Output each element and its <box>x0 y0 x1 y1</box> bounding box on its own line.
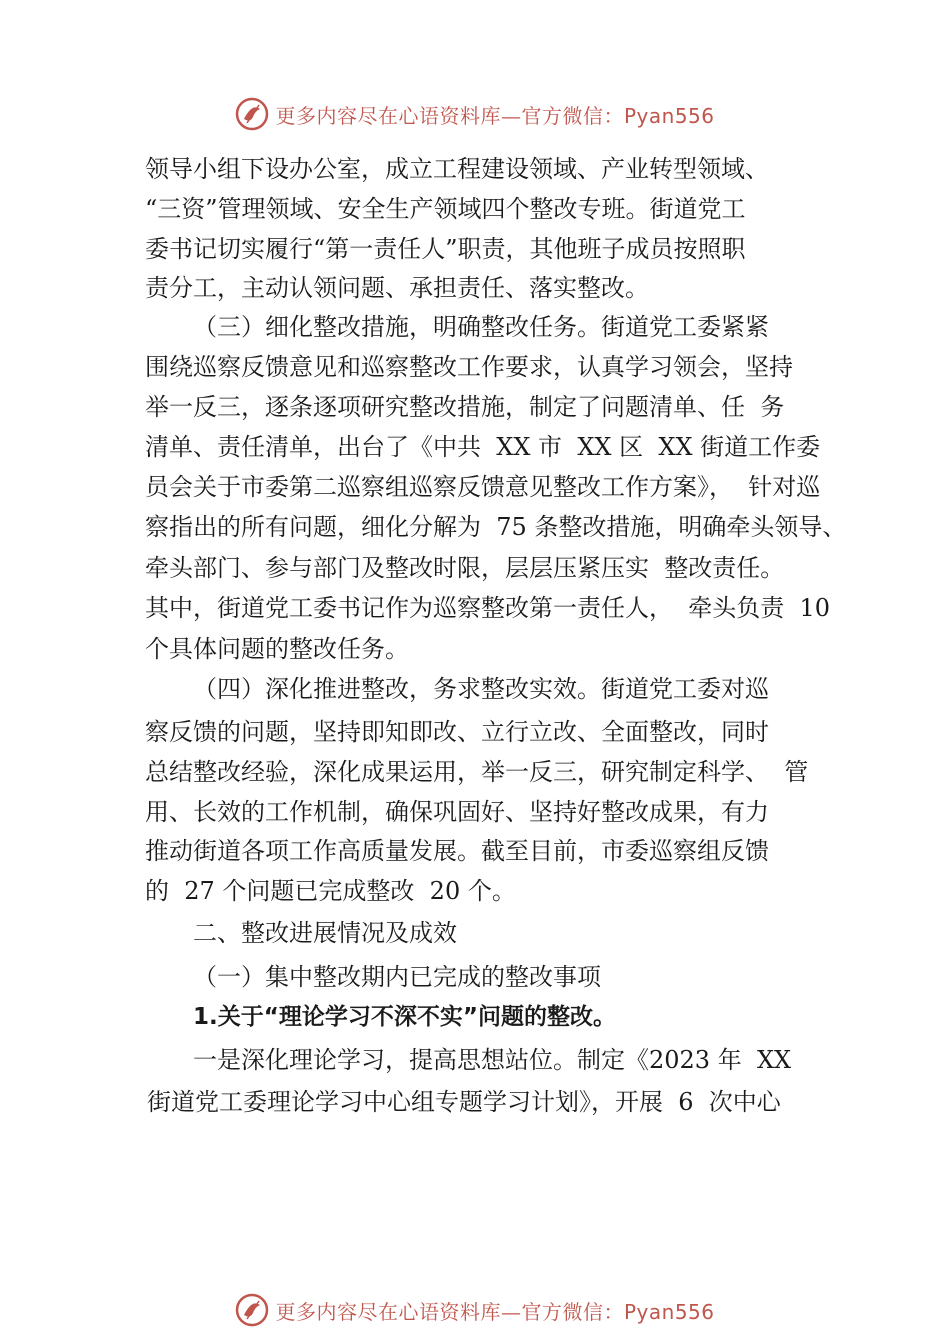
paragraph-line: （三）细化整改措施，明确整改任务。街道党工委紧紧 <box>193 313 769 341</box>
paragraph-line: “三资”管理领域、安全生产领域四个整改专班。街道党工 <box>145 195 746 223</box>
footer-watermark-banner <box>0 1290 950 1330</box>
brand-logo-icon <box>235 1293 269 1327</box>
paragraph-line: （四）深化推进整改，务求整改实效。街道党工委对巡 <box>193 675 769 703</box>
paragraph-line: 总结整改经验，深化成果运用，举一反三，研究制定科学、 管 <box>145 758 809 786</box>
paragraph-line: 其中，街道党工委书记作为巡察整改第一责任人， 牵头负责 10 <box>145 594 831 622</box>
brand-logo-icon <box>235 97 269 131</box>
paragraph-line: 的 27 个问题已完成整改 20 个。 <box>145 877 516 905</box>
section-heading: 二、整改进展情况及成效 <box>193 919 457 947</box>
header-watermark-banner <box>0 94 950 134</box>
paragraph-line: 推动街道各项工作高质量发展。截至目前，市委巡察组反馈 <box>145 837 769 865</box>
paragraph-line: 举一反三，逐条逐项研究整改措施，制定了问题清单、任 务 <box>145 393 785 421</box>
item-heading-bold: 1.关于“理论学习不深不实”问题的整改。 <box>193 1004 616 1030</box>
paragraph-line: 个具体问题的整改任务。 <box>145 635 409 663</box>
paragraph-line: 员会关于市委第二巡察组巡察反馈意见整改工作方案》， 针对巡 <box>145 473 821 501</box>
paragraph-line: 领导小组下设办公室，成立工程建设领域、产业转型领域、 <box>145 155 769 183</box>
paragraph-line: 用、长效的工作机制，确保巩固好、坚持好整改成果，有力 <box>145 798 769 826</box>
watermark-text: 更多内容尽在心语资料库—官方微信：Pyan556 <box>275 1299 715 1324</box>
paragraph-line: 委书记切实履行“第一责任人”职责，其他班子成员按照职 <box>145 235 746 263</box>
paragraph-line: 街道党工委理论学习中心组专题学习计划》，开展 6 次中心 <box>147 1088 781 1116</box>
paragraph-line: 察反馈的问题，坚持即知即改、立行立改、全面整改，同时 <box>145 718 769 746</box>
paragraph-line: 清单、责任清单，出台了《中共 XX 市 XX 区 XX 街道工作委 <box>145 433 821 461</box>
paragraph-line: 责分工，主动认领问题、承担责任、落实整改。 <box>145 274 649 302</box>
subsection-heading: （一）集中整改期内已完成的整改事项 <box>193 963 601 991</box>
paragraph-line: 察指出的所有问题，细化分解为 75 条整改措施，明确牵头领导、 <box>145 513 847 541</box>
paragraph-line: 牵头部门、参与部门及整改时限，层层压紧压实 整改责任。 <box>145 554 785 582</box>
paragraph-line: 围绕巡察反馈意见和巡察整改工作要求，认真学习领会，坚持 <box>145 353 793 381</box>
watermark-text: 更多内容尽在心语资料库—官方微信：Pyan556 <box>275 103 715 128</box>
paragraph-line: 一是深化理论学习，提高思想站位。制定《2023 年 XX <box>193 1046 792 1074</box>
